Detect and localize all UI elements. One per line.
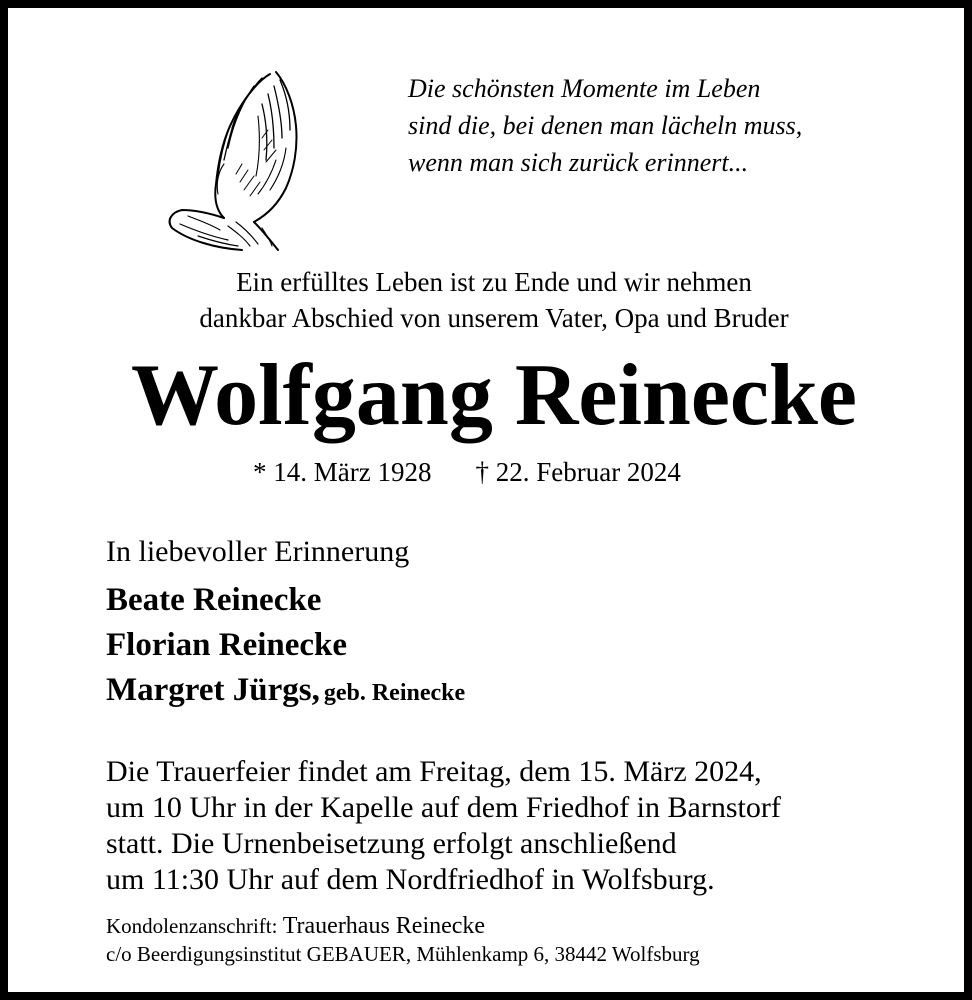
condolence-address	[106, 912, 700, 968]
address-line-2: c/o Beerdigungsinstitut GEBAUER, Mühlenkamp 6, 38442 Wolfsburg	[106, 942, 700, 966]
intro-line: dankbar Abschied von unserem Vater, Opa und Bruder	[199, 303, 789, 333]
mourners-list	[106, 578, 465, 716]
memory-heading: In liebevoller Erinnerung	[106, 535, 410, 568]
mourner	[106, 578, 465, 623]
address-line-1	[106, 912, 700, 940]
mourner-name: Beate Reinecke	[106, 582, 322, 618]
mourner-name: Florian Reinecke	[106, 627, 348, 663]
life-dates	[253, 455, 681, 489]
praying-hands-icon	[158, 64, 318, 256]
quote-line: wenn man sich zurück erinnert...	[408, 148, 749, 177]
deceased-name: Wolfgang Reinecke	[131, 347, 857, 444]
ceremony-line: statt. Die Urnenbeisetzung erfolgt anschließend	[106, 827, 677, 860]
address-house: Trauerhaus Reinecke	[282, 913, 486, 939]
intro-line: Ein erfülltes Leben ist zu Ende und wir nehmen	[236, 267, 752, 297]
mourner	[106, 623, 465, 668]
quote-line: Die schönsten Momente im Leben	[408, 74, 761, 103]
ceremony-line: um 11:30 Uhr auf dem Nordfriedhof in Wolfsburg.	[106, 863, 715, 896]
mourner-name: Margret Jürgs,	[106, 672, 320, 708]
quote-line: sind die, bei denen man lächeln muss,	[408, 111, 803, 140]
quote	[408, 70, 802, 181]
death-date: † 22. Februar 2024	[475, 457, 681, 487]
mourner	[106, 668, 465, 716]
mourner-maiden-name: geb. Reinecke	[323, 680, 466, 706]
ceremony-line: um 10 Uhr in der Kapelle auf dem Friedhof in Barnstorf	[106, 791, 781, 824]
intro-text	[8, 264, 972, 336]
birth-date: * 14. März 1928	[253, 457, 432, 487]
address-label: Kondolenzanschrift:	[106, 914, 283, 938]
ceremony-details	[106, 754, 781, 898]
ceremony-line: Die Trauerfeier findet am Freitag, dem 15. März 2024,	[106, 755, 762, 788]
